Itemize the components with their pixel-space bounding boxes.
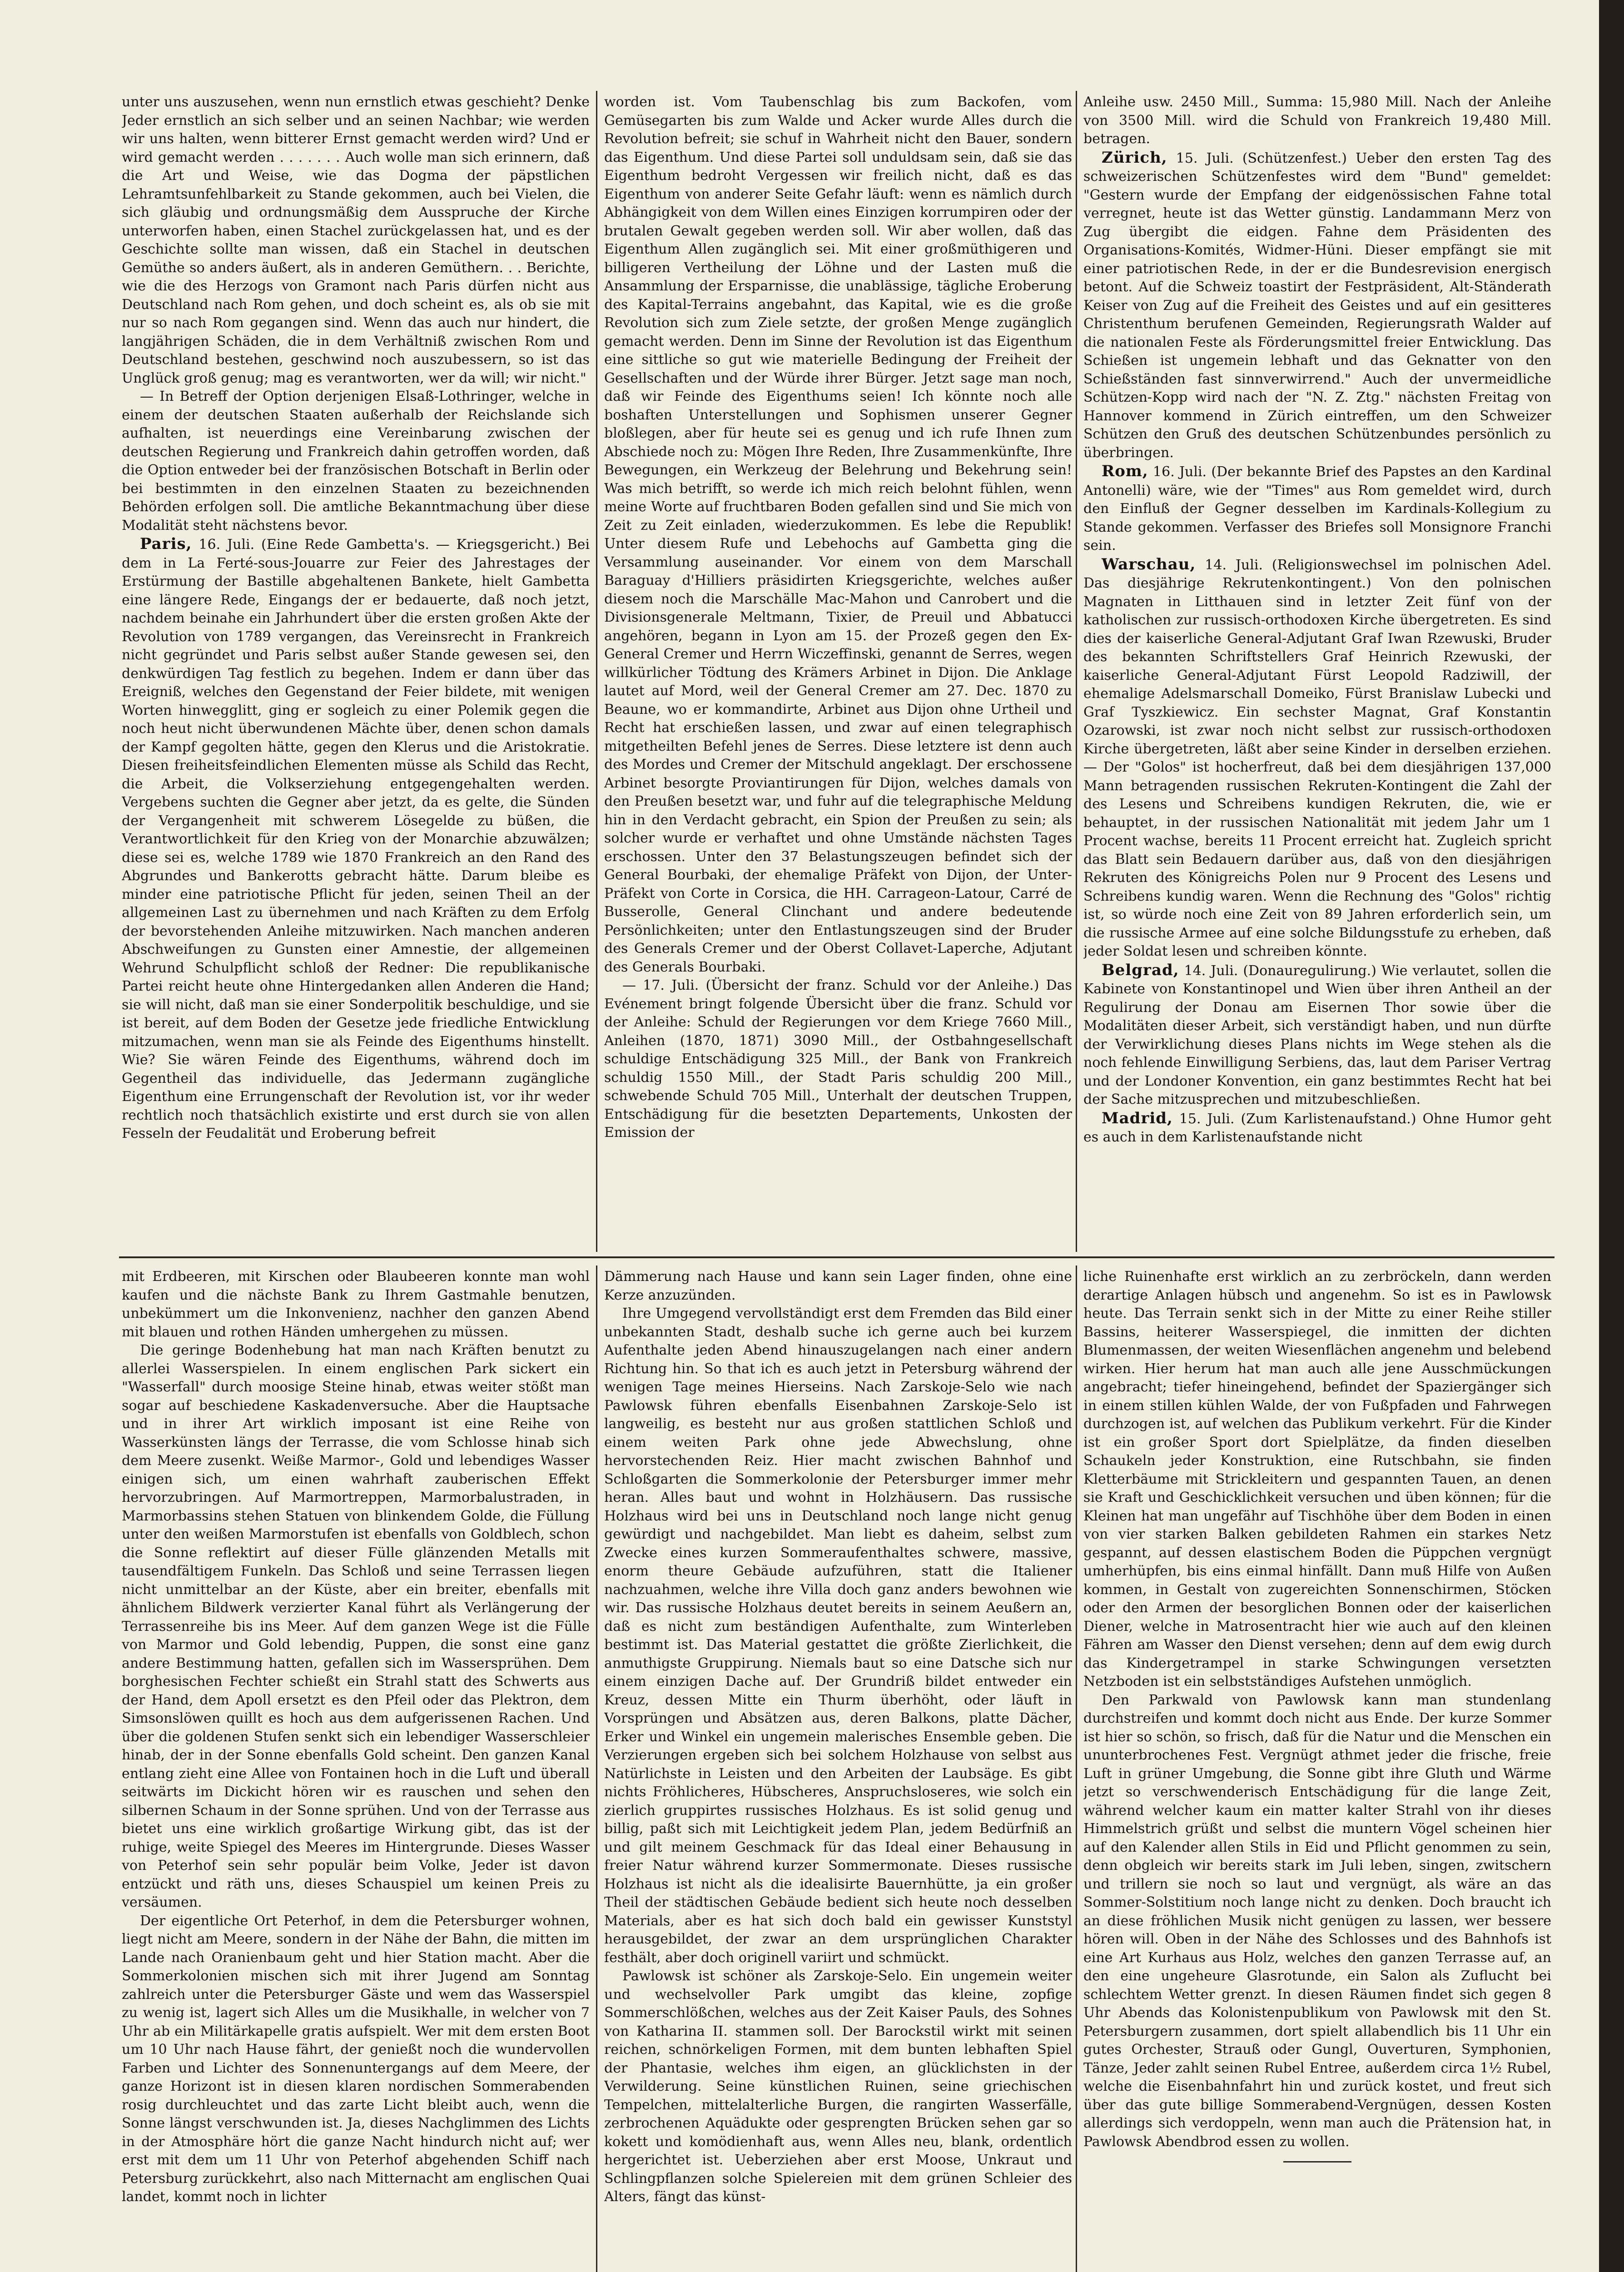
article-body: 15. Juli. (Schützenfest.) Ueber den ersten Tag des schweizerischen Schützenfestes wird dem "Bund" gemeldet: "Gestern wurde der Empfang der eidgenössischen Fahne total verregnet, heute ist das Wetter günstig. Landammann Merz von Zug übergibt die eidgen. Fahne dem Präsidenten des Organisations-Komités, Widmer-Hüni. Dieser empfängt sie mit einer patriotischen Rede, in der er die Bundesrevision energisch betont. Auf die Schweiz toastirt der Festpräsident, Alt-Ständerath Keiser von Zug auf die Freiheit des Geistes und auf ein gesitteres Christenthum berufenen Gemeinden, Regierungsrath Walder auf die nationalen Feste als Förderungsmittel freier Entwicklung. Das Schießen ist ungemein lebhaft und das Geknatter von den Schießständen fast sinnverwirrend." Auch der unvermeidliche Schützen-Kopp wird nach der "N. Z. Ztg." nächsten Freitag von Hannover kommend in Zürich eintreffen, um den Schweizer Schützen den Gruß des deutschen Schützenbundes persönlich zu überbringen. [1083,150,1551,461]
column-divider [596,1266,597,2272]
dateline-belgrad: Belgrad, [1102,961,1179,979]
article-paragraph-rom [1083,462,1551,555]
dateline-paris: Paris, [140,535,192,553]
column-divider [1076,1266,1077,2272]
dateline-rom: Rom, [1102,462,1148,480]
article-paragraph: — In Betreff der Option derjenigen Elsaß-Lothringer, welche in einem der deutschen Staaten außerhalb der Reichslande sich aufhalten, ist neuerdings eine Vereinbarung zwischen der deutschen Regierung und Frankreich dahin getroffen worden, daß die Option entweder bei der französischen Botschaft in Berlin oder bei bestimmten in den einzelnen Staaten zu bezeichnenden Behörden erfolgen soll. Die amtliche Bekanntmachung über diese Modalität steht nächstens bevor. [122,389,590,533]
article-body: 16. Juli. (Eine Rede Gambetta's. — Kriegsgericht.) Bei dem in La Ferté-sous-Jouarre zur Feier des Jahrestages der Erstürmung der Bastille abgehaltenen Bankete, hielt Gambetta eine längere Rede, Eingangs der er bedauerte, daß noch jetzt, nachdem beinahe ein Jahrhundert über die ersten großen Akte der Revolution von 1789 vergangen, das Vereinsrecht in Frankreich nicht gegründet und Paris selbst außer Stande gewesen sei, den denkwürdigen Tag festlich zu begehen. Indem er dann über das Ereigniß, welches den Gegenstand der Feier bildete, mit wenigen Worten hinwegglitt, ging er sogleich zu einer Polemik gegen die noch heut nicht überwundenen Mächte über, denen schon damals der Kampf gegolten hätte, gegen den Klerus und die Aristokratie. Diesen freiheitsfeindlichen Elementen müsse als Schild das Recht, die Arbeit, die Volkserziehung entgegengehalten werden. Vergebens suchten die Gegner aber jetzt, da es gelte, die Sünden der Vergangenheit mit schwerem Lösegelde zu büßen, die Verantwortlichkeit für den Krieg von der Monarchie abzuwälzen; diese sei es, welche 1789 wie 1870 Frankreich an den Rand des Abgrundes und Bankerotts gebracht hätte. Darum bleibe es minder eine patriotische Pflicht für jeden, seinen Theil an der allgemeinen Last zu übernehmen und nach Kräften zu dem Erfolg der bevorstehenden Anleihe mitzuwirken. Nach manchen anderen Abschweifungen zu Gunsten einer Amnestie, der allgemeinen Wehrund Schulpflicht schloß der Redner: Die republikanische Partei reicht heute ohne Hintergedanken allen Anderen die Hand; sie will nicht, daß man sie einer Sonderpolitik beschuldige, und sie ist bereit, auf dem Boden der Gesetze jede friedliche Entwicklung mitzumachen, wenn man sie als Feinde des Eigenthums hinstellt. Wie? Sie wären Feinde des Eigenthums, während doch im Gegentheil das individuelle, das Jedermann zugängliche Eigenthum eine Errungenschaft der Revolution ist, vor ihr weder rechtlich noch thatsächlich existirte und erst durch sie von allen Fesseln der Feudalität und Eroberung befreit [122,537,590,1141]
feuilleton-paragraph: Der eigentliche Ort Peterhof, in dem die Petersburger wohnen, liegt nicht am Meere, sondern in der Nähe der Bahn, die mitten im Lande nach Oranienbaum geht und hier Station macht. Aber die Sommerkolonien mischen sich mit ihrer Jugend am Sonntag zahlreich unter die Petersburger Gäste und wem das Wasserspiel zu wenig ist, lagert sich Alles um die Musikhalle, in welcher von 7 Uhr ab ein Militärkapelle gratis aufspielt. Wer mit dem ersten Boot um 10 Uhr nach Hause fährt, der genießt noch die wundervollen Farben und Lichter des Sonnenuntergangs auf dem Meere, der ganze Horizont ist in diesen klaren nordischen Sommerabenden rosig durchleuchtet und das zarte Licht bleibt auch, wenn die Sonne längst verschwunden ist. Ja, dieses Nachglimmen des Lichts in der Atmosphäre hört die ganze Nacht hindurch nicht auf; wer erst mit dem um 11 Uhr von Peterhof abgehenden Schiff nach Petersburg zurückkehrt, also nach Mitternacht am englischen Quai landet, kommt noch in lichter [122,1913,590,2205]
article-paragraph: Anleihe usw. 2450 Mill., Summa: 15,980 Mill. Nach der Anleihe von 3500 Mill. wird die Schuld von Frankreich 19,480 Mill. betragen. [1083,94,1551,147]
feuilleton-paragraph: Die geringe Bodenhebung hat man nach Kräften benutzt zu allerlei Wasserspielen. In einem englischen Park sickert ein "Wasserfall" durch moosige Steine hinab, etwas weiter stößt man sogar auf beschiedene Kaskadenversuche. Aber die Hauptsache und in ihrer Art wirklich imposant ist eine Reihe von Wasserkünsten längs der Terrasse, die vom Schlosse hinab sich dem Meere zusenkt. Weiße Marmor-, Gold und lebendiges Wasser einigen sich, um einen wahrhaft zauberischen Effekt hervorzubringen. Auf Marmortreppen, Marmorbalustraden, in Marmorbassins stehen Statuen von blinkendem Golde, die Füllung unter den weißen Marmorstufen ist ebenfalls von Goldblech, schon die Sonne reflektirt auf dieser Fülle glänzenden Metalls mit tausendfältigem Funkeln. Das Schloß und seine Terrassen liegen nicht unmittelbar an der Küste, aber ein breiter, ebenfalls mit ähnlichem Bildwerk verzierter Kanal führt als Verlängerung der Terrassenreihe bis ins Meer. Auf dem ganzen Wege ist die Fülle von Marmor und Gold lebendig, Puppen, die sonst eine ganz andere Bestimmung hatten, gefallen sich im Wassersprühen. Dem borghesischen Fechter schießt ein Strahl statt des Schwerts aus der Hand, dem Apoll ersetzt es den Pfeil oder das Plektron, dem Simsonslöwen quillt es hoch aus dem aufgerissenen Rachen. Und über die goldenen Stufen senkt sich ein lebendiger Wasserschleier hinab, der in der Sonne ebenfalls Gold scheint. Den ganzen Kanal entlang zieht eine Allee von Fontainen hoch in die Luft und überall seitwärts im Dickicht hören wir es rauschen und sehen den silbernen Schaum in der Sonne sprühen. Und von der Terrasse aus bietet uns eine wirklich großartige Wirkung gibt, das ist der ruhige, weite Spiegel des Meeres im Hintergrunde. Dieses Wasser von Peterhof sein sehr populär beim Volke, Jeder ist davon entzückt und räth uns, dieses Schauspiel um keinen Preis zu versäumen. [122,1342,590,1910]
feuilleton-paragraph: mit Erdbeeren, mit Kirschen oder Blaubeeren konnte man wohl kaufen und die nächste Bank zu Ihrem Gastmahle benutzen, unbekümmert um die Inkonvenienz, nachher den ganzen Abend mit blauen und rothen Händen umhergehen zu müssen. [122,1269,590,1340]
article-body: 14. Juli. (Donauregulirung.) Wie verlautet, sollen die Kabinete von Konstantinopel und Wien über ihren Antheil an der Regulirung der Donau am Eisernen Thor sowie über die Modalitäten dieser Arbeit, sich verständigt haben, und nun dürfte der Verwirklichung dieses Plans nichts im Wege stehen als die noch fehlende Einwilligung Serbiens, das, laut dem Pariser Vertrag und der Londoner Konvention, ein ganz bestimmtes Recht hat bei der Sache mitzusprechen und mitzubeschließen. [1083,962,1551,1107]
article-paragraph-zuerich [1083,149,1551,463]
article-paragraph: worden ist. Vom Taubenschlag bis zum Backofen, vom Gemüsegarten bis zum Walde und Acker wurde Alles durch die Revolution befreit; sie schuf in Wahrheit nicht den Bauer, sondern das Eigenthum. Und diese Partei soll unduldsam sein, daß sie das Eigenthum bedroht Vergessen wir freilich nicht, daß es das Eigenthum von anderer Seite Gefahr läuft: wenn es nämlich durch Abhängigkeit von dem Willen eines Einzigen korrumpiren oder der brutalen Gewalt gegeben werden soll. Wir aber wollen, daß das Eigenthum Allen zugänglich sei. Mit einer großmüthigeren und billigeren Vertheilung der Löhne und der Lasten muß die Ansammlung der Ersparnisse, die unablässige, tägliche Eroberung des Kapital-Terrains angebahnt, das Kapital, wie es die große Revolution sich zum Ziele setzte, der großen Menge zugänglich gemacht werden. Denn im Sinne der Revolution ist das Eigenthum eine sittliche so gut wie materielle Bedingung der Freiheit der Gesellschaften und der Würde ihrer Bürger. Jetzt sage man noch, daß wir Feinde des Eigenthums seien! Ich könnte noch alle boshaften Unterstellungen und Sophismen unserer Gegner bloßlegen, aber für heute sei es genug und ich rufe Ihnen zum Abschiede noch zu: Mögen Ihre Reden, Ihre Zusammenkünfte, Ihre Bewegungen, ein Werkzeug der Belehrung und Bekehrung sein! Was mich betrifft, so werde ich mich reich belohnt fühlen, wenn meine Worte auf fruchtbaren Boden gefallen sind und Sie mich von Zeit zu Zeit einladen, wiederzukommen. Es lebe die Republik! Unter diesem Rufe und Lebehochs auf Gambetta ging die Versammlung auseinander. Vor einem von dem Marschall Baraguay d'Hilliers präsidirten Kriegsgerichte, welches außer diesem noch die Marschälle Mac-Mahon und Canrobert und die Divisionsgenerale Meltmann, Tixier, de Preuil und Abbatucci angehören, begann in Lyon am 15. der Prozeß gegen den Ex-General Cremer und Herrn Wiczeffinski, genannt de Serres, wegen willkürlicher Tödtung des Krämers Arbinet in Dijon. Die Anklage lautet auf Mord, weil der General Cremer am 27. Dec. 1870 zu Beaune, wo er kommandirte, Arbinet aus Dijon ohne Urtheil und Recht hat erschießen lassen, und zwar auf einen telegraphisch mitgetheilten Befehl jenes de Serres. Diese letztere ist denn auch des Mordes und Cremer der Mitschuld angeklagt. Der erschossene Arbinet besorgte Proviantirungen für Dijon, welches damals von den Preußen besetzt war, und fuhr auf die telegraphische Meldung hin in den Verdacht gebracht, ein Spion der Preußen zu sein; als solcher wurde er verhaftet und ohne Umstände nächsten Tages erschossen. Unter den 37 Belastungszeugen befindet sich der General Bourbaki, der ehemalige Präfekt von Dijon, der Unter-Präfekt von Corte in Corsica, die HH. Carrageon-Latour, Carré de Busserolle, General Clinchant und andere bedeutende Persönlichkeiten; unter den Entlastungszeugen sind der Bruder des Generals Cremer und der Oberst Collavet-Laperche, Adjutant des Generals Bourbaki. [604,94,1072,975]
feuilleton-column-2 [604,1268,1072,2272]
column-top-1 [122,93,590,1250]
feuilleton-divider [119,1256,1554,1258]
article-body: 16. Juli. (Der bekannte Brief des Papstes an den Kardinal Antonelli) wäre, wie der "Times" aus Rom gemeldet wird, durch den Einfluß der Gegner desselben im Kardinals-Kollegium zu Stande gekommen. Verfasser des Briefes soll Monsignore Franchi sein. [1083,464,1551,553]
dateline-warschau: Warschau, [1102,555,1196,573]
article-paragraph-schuld: — 17. Juli. (Übersicht der franz. Schuld vor der Anleihe.) Das Evénement bringt folgende Übersicht über die franz. Schuld vor der Anleihe: Schuld der Regierungen vor dem Kriege 7660 Mill., Anleihen (1870, 1871) 3090 Mill., der Ostbahngesellschaft schuldige Entschädigung 325 Mill., der Bank von Frankreich schuldig 1550 Mill., der Stadt Paris schuldig 200 Mill., schwebende Schuld 705 Mill., Unterhalt der deutschen Truppen, Entschädigung für die besetzten Departements, Unkosten der Emission der [604,977,1072,1141]
feuilleton-paragraph: Den Parkwald von Pawlowsk kann man stundenlang durchstreifen und kommt doch nicht aus Ende. Der kurze Sommer ist hier so schön, so frisch, daß für die Natur und die Menschen ein ununterbrochenes Fest. Vergnügt athmet jeder die frische, freie Luft in grüner Umgebung, die Sonne gibt ihre Gluth und Wärme jetzt so verschwenderisch Entschädigung für die lange Zeit, während welcher kaum ein matter kalter Strahl von ihr dieses Himmelstrich grüßt und selbst die muntern Vögel scheinen hier auf den Kalender allen Stils in Eid und Pflicht genommen zu sein, denn obgleich wir bereits stark im Juli leben, singen, zwitschern und trillern sie noch so laut und vergnügt, als wäre an das Sommer-Solstitium noch lange nicht zu denken. Doch braucht ich an diese fröhlichen Musik nicht genügen zu lassen, wer bessere hören will. Oben in der Nähe des Schlosses und des Bahnhofs ist eine Art Kurhaus aus Holz, welches den ganzen Terrasse auf, an den eine ungeheure Glasrotunde, ein Salon als Zuflucht bei schlechtem Wetter grenzt. In diesen Räumen findet sich gegen 8 Uhr Abends das Kolonistenpublikum von Pawlowsk mit den St. Petersburgern zusammen, dort spielt allabendlich bis 11 Uhr ein gutes Orchester, Strauß oder Gungl, Ouverturen, Symphonien, Tänze, Jeder zahlt seinen Rubel Entree, außerdem circa 1½ Rubel, welche die Eisenbahnfahrt hin und zurück kostet, und freut sich über das gute billige Sommerabend-Vergnügen, dessen Kosten allerdings sich verdoppeln, wenn man auch die Prätension hat, in Pawlowsk Abendbrod essen zu wollen. [1083,1692,1551,2150]
article-paragraph: unter uns auszusehen, wenn nun ernstlich etwas geschieht? Denke Jeder ernstlich an sich selber und an seinen Nachbar; wie werden wir uns halten, wenn bitterer Ernst gemacht werden wird? Und er wird gemacht werden . . . . . . . Auch wolle man sich erinnern, daß die Art und Weise, wie das Dogma der päpstlichen Lehramtsunfehlbarkeit zu Stande gekommen, auch bei Vielen, die sich gläubig und ordnungsmäßig dem Ausspruche der Kirche unterworfen haben, einen Stachel zurückgelassen hat, und es der Geschichte sollte man wissen, daß ein Stachel in deutschen Gemüthe so anders äußert, als in anderen Gemüthern. . . Berichte, wie die des Herzogs von Gramont nach Paris dürfen nicht aus Deutschland nach Rom gehen, und doch scheint es, als ob sie mit nur so nach Rom gegangen sind. Wenn das auch nur hindert, die langjährigen Schäden, die in dem Verhältniß zwischen Rom und Deutschland bestehen, geschwind noch auszubessern, so ist das Unglück groß genug; mag es verantworten, wer da will; wir nicht." [122,94,590,386]
feuilleton-column-3 [1083,1268,1551,2272]
column-divider [1076,91,1077,1252]
article-paragraph-madrid [1083,1109,1551,1147]
column-top-3 [1083,93,1551,1250]
article-paragraph-belgrad [1083,961,1551,1109]
feuilleton-paragraph: Pawlowsk ist schöner als Zarskoje-Selo. Ein ungemein weiter und wechselvoller Park umgibt das kleine, zopfige Sommerschlößchen, welches aus der Zeit Kaiser Pauls, des Sohnes von Katharina II. stammen soll. Der Barockstil wirkt mit seinen reichen, schnörkeligen Formen, mit dem bunten lebhaften Spiel der Phantasie, welches ihm eigen, an glücklichsten in der Verwilderung. Seine künstlichen Ruinen, seine griechischen Tempelchen, mittelalterliche Burgen, die rangirten Wasserfälle, zerbrochenen Aquädukte oder gesprengten Brücken sehen gar so kokett und komödienhaft aus, wenn Alles neu, blank, ordentlich hergerichtet ist. Ueberziehen aber erst Moose, Unkraut und Schlingpflanzen solche Spielereien mit dem grünen Schleier des Alters, fängt das künst- [604,1968,1072,2205]
article-body: 14. Juli. (Religionswechsel im polnischen Adel. Das diesjährige Rekrutenkontingent.) Von den polnischen Magnaten in Litthauen sind in letzter Zeit fünf von der katholischen zur russisch-orthodoxen Kirche übergetreten. Es sind dies der kaiserliche General-Adjutant Graf Iwan Rzewuski, Bruder des bekannten Schriftstellers Graf Heinrich Rzewuski, der kaiserliche General-Adjutant Fürst Leopold Radziwill, der ehemalige Adelsmarschall Domeiko, Fürst Branislaw Lubecki und Graf Tyszkiewicz. Ein sechster Magnat, Graf Konstantin Ozarowski, ist zwar noch nicht selbst zur russisch-orthodoxen Kirche übergetreten, läßt aber seine Kinder in derselben erziehen. — Der "Golos" ist hocherfreut, daß bei dem diesjährigen 137,000 Mann betragenden russischen Rekruten-Kontingent die Zahl der des Lesens und Schreibens kundigen Rekruten, die, wie er behauptet, in der russischen Nationalität mit jedem Jahr um 1 Procent wachse, bereits 11 Procent erreicht hat. Zugleich spricht das Blatt sein Bedauern darüber aus, daß von den diesjährigen Rekruten des Königreichs Polen nur 9 Procent des Lesens und Schreibens kundig waren. Wenn die Rechnung des "Golos" richtig ist, so würde noch eine Zeit von 89 Jahren erforderlich sein, um die russische Armee auf eine solche Bildungsstufe zu erheben, daß jeder Soldat lesen und schreiben könnte. [1083,557,1551,959]
article-paragraph-warschau [1083,555,1551,961]
column-divider [596,91,597,1252]
dateline-zuerich: Zürich, [1102,148,1167,167]
article-body: 15. Juli. (Zum Karlistenaufstand.) Ohne Humor geht es auch in dem Karlistenaufstande nicht [1083,1111,1551,1145]
feuilleton-paragraph: liche Ruinenhafte erst wirklich an zu zerbröckeln, dann werden derartige Anlagen hübsch und angenehm. So ist es in Pawlowsk heute. Das Terrain senkt sich in der Mitte zu einer Reihe stiller Bassins, heiterer Wasserspiegel, die inmitten der dichten Blumenmassen, der weiten Wiesenflächen angenehm und belebend wirken. Hier herum hat man auch alle jene Ausschmückungen angebracht; tiefer hineingehend, befindet der Spaziergänger sich in einem stillen kühlen Walde, der von Fußpfaden und Fahrwegen durchzogen ist, auf welchen das Publikum verkehrt. Für die Kinder ist ein großer Sport dort Spielplätze, da finden dieselben Schaukeln jeder Konstruktion, eine Rutschbahn, sie finden Kletterbäume mit Strickleitern und gespannten Tauen, an denen sie Kraft und Geschicklichkeit versuchen und üben können; für die Kleinen hat man ungefähr auf Tischhöhe über dem Boden in einen von vier starken Balken gebildeten Rahmen ein starkes Netz gespannt, auf dessen elastischem Boden die Püppchen vergnügt umherhüpfen, bis eins einmal hinfällt. Dann muß Hilfe von Außen kommen, in Gestalt von zugereichten Sonnenschirmen, Stöcken oder den Armen der besorglichen Bonnen oder der kaiserlichen Diener, welche in Matrosentracht hier wie auch auf den kleinen Fähren am Wasser den Dienst versehen; denn auf dem ewig durch das Kindergetrampel in starke Schwingungen versetzten Netzboden ist ein selbstständiges Aufstehen unmöglich. [1083,1269,1551,1689]
feuilleton-column-1 [122,1268,590,2272]
scan-edge [1599,0,1624,2272]
feuilleton-paragraph: Ihre Umgegend vervollständigt erst dem Fremden das Bild einer unbekannten Stadt, deshalb suche ich gerne auch bei kurzem Aufenthalte jeden Abend hinauszugelangen nach einer andern Richtung hin. So that ich es auch jetzt in Petersburg während der wenigen Tage meines Hierseins. Nach Zarskoje-Selo wie nach Pawlowsk führen ebenfalls Eisenbahnen Zarskoje-Selo ist langweilig, es besteht nur aus großen stattlichen Schloß und einem weiten Park ohne jede Abwechslung, ohne hervorstechenden Reiz. Hier macht zwischen Bahnhof und Schloßgarten die Sommerkolonie der Petersburger immer mehr heran. Alles baut und wohnt in Holzhäusern. Das russische Holzhaus wird bei uns in Deutschland noch lange nicht genug gewürdigt und nachgebildet. Man liebt es daheim, selbst zum Zwecke eines kurzen Sommeraufenthaltes schwere, massive, enorm theure Gebäude aufzuführen, statt die Italiener nachzuahmen, welche ihre Villa doch ganz anders bewohnen wie wir. Das russische Holzhaus deutet bereits in seinem Aeußern an, daß es nicht zum beständigen Aufenthalte, zum Winterleben bestimmt ist. Das Material gestattet die größte Zierlichkeit, die anmuthigste Gruppirung. Niemals baut so eine Datsche sich nur einem einzigen Dache auf. Der Grundriß bildet entweder ein Kreuz, dessen Mitte ein Thurm überhöht, oder läuft in Vorsprüngen und Absätzen aus, deren Balkons, platte Dächer, Erker und Winkel ein ungemein malerisches Ensemble geben. Die Verzierungen ergeben sich bei solchem Holzhause von selbst aus Natürlichste in Leisten und den Arbeiten der Laubsäge. Es gibt nichts Fröhlicheres, Hübscheres, Anspruchsloseres, wie solch ein zierlich gruppirtes russisches Holzhaus. Es ist solid genug und billig, paßt sich mit Leichtigkeit jedem Plan, jedem Bedürfniß an und gilt meinem Geschmack für das Ideal einer Behausung in freier Natur während kurzer Sommermonate. Dieses russische Holzhaus ist nicht als die idealisirte Bauernhütte, ja ein großer Theil der städtischen Gebäude bedient sich heute noch desselben Materials, aber es hat sich doch bald ein gewisser Kunststyl herausgebildet, der zwar an dem ursprünglichen Charakter festhält, aber doch originell variirt und schmückt. [604,1305,1072,1966]
dateline-madrid: Madrid, [1102,1109,1173,1127]
column-top-2 [604,93,1072,1250]
article-paragraph-paris [122,535,590,1143]
end-rule [1283,2161,1351,2162]
feuilleton-paragraph: Dämmerung nach Hause und kann sein Lager finden, ohne eine Kerze anzuzünden. [604,1269,1072,1303]
